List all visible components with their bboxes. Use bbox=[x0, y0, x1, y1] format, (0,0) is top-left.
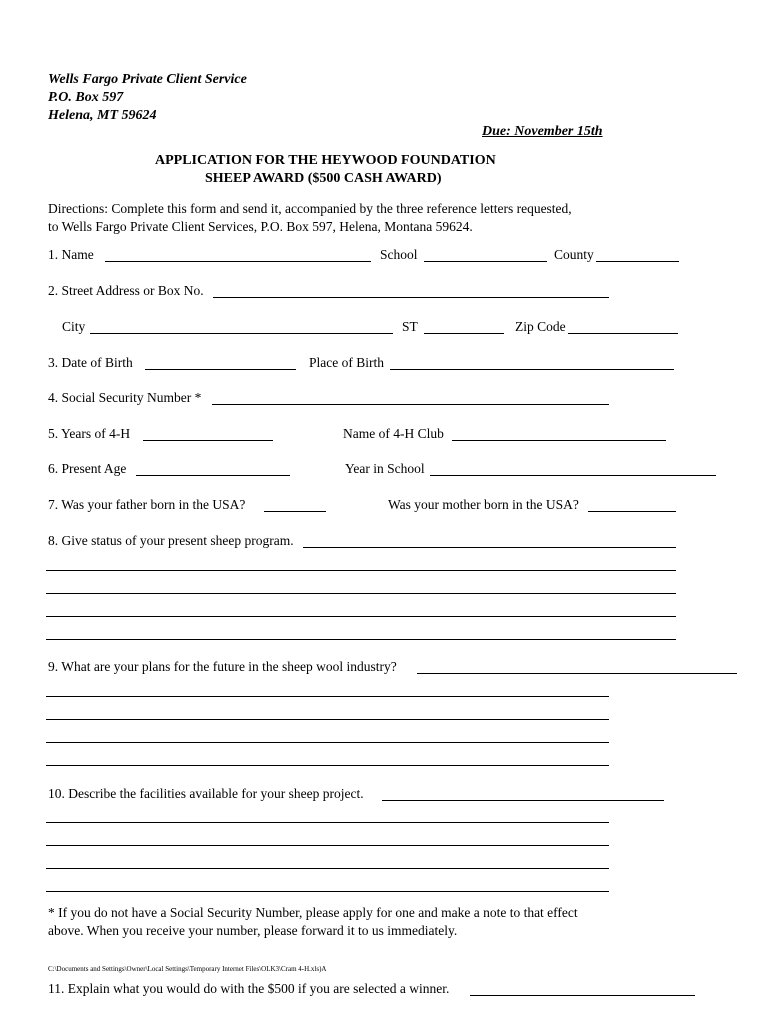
dob-label: 3. Date of Birth bbox=[48, 355, 133, 370]
directions-line1: Directions: Complete this form and send it, accompanied by the three reference letters requested, bbox=[48, 201, 572, 216]
q9-label: 9. What are your plans for the future in the sheep wool industry? bbox=[48, 659, 397, 674]
school-label: School bbox=[380, 247, 418, 262]
q10-answer-line[interactable] bbox=[46, 822, 609, 823]
county-label: County bbox=[554, 247, 594, 262]
q9-answer-line[interactable] bbox=[46, 742, 609, 743]
zip-input[interactable] bbox=[568, 319, 678, 334]
sender-po-box: P.O. Box 597 bbox=[48, 90, 124, 105]
age-input[interactable] bbox=[136, 461, 290, 476]
q8-answer-line[interactable] bbox=[46, 616, 676, 617]
city-input[interactable] bbox=[90, 319, 393, 334]
q10-label: 10. Describe the facilities available for your sheep project. bbox=[48, 786, 364, 801]
club-input[interactable] bbox=[452, 426, 666, 441]
years-4h-label: 5. Years of 4-H bbox=[48, 426, 131, 441]
footnote-line2: above. When you receive your number, please forward it to us immediately. bbox=[48, 923, 458, 938]
form-title-line1: APPLICATION FOR THE HEYWOOD FOUNDATION bbox=[155, 153, 496, 168]
file-path: C:\Documents and Settings\Owner\Local Settings\Temporary Internet Files\OLK3\Cram 4-H.xls)A bbox=[48, 965, 327, 973]
pob-input[interactable] bbox=[390, 355, 674, 370]
q10-answer-line[interactable] bbox=[46, 891, 609, 892]
q8-answer-line[interactable] bbox=[46, 570, 676, 571]
q9-answer-line[interactable] bbox=[46, 719, 609, 720]
q10-input[interactable] bbox=[382, 786, 664, 801]
q11-input[interactable] bbox=[470, 981, 695, 996]
q8-input[interactable] bbox=[303, 533, 676, 548]
q9-input[interactable] bbox=[417, 659, 737, 674]
due-date: Due: November 15th bbox=[482, 124, 603, 139]
age-label: 6. Present Age bbox=[48, 461, 127, 476]
ssn-input[interactable] bbox=[212, 390, 609, 405]
q11-label: 11. Explain what you would do with the $500 if you are selected a winner. bbox=[48, 981, 450, 996]
footnote-line1: * If you do not have a Social Security Number, please apply for one and make a note to that effect bbox=[48, 905, 578, 920]
q8-answer-line[interactable] bbox=[46, 593, 676, 594]
ssn-label: 4. Social Security Number * bbox=[48, 390, 202, 405]
q9-answer-line[interactable] bbox=[46, 696, 609, 697]
club-label: Name of 4-H Club bbox=[343, 426, 444, 441]
st-label: ST bbox=[402, 319, 418, 334]
father-input[interactable] bbox=[264, 497, 326, 512]
father-label: 7. Was your father born in the USA? bbox=[48, 497, 246, 512]
q8-label: 8. Give status of your present sheep program. bbox=[48, 533, 294, 548]
q10-answer-line[interactable] bbox=[46, 868, 609, 869]
form-title-line2: SHEEP AWARD ($500 CASH AWARD) bbox=[205, 171, 442, 186]
dob-input[interactable] bbox=[145, 355, 296, 370]
st-input[interactable] bbox=[424, 319, 504, 334]
q10-answer-line[interactable] bbox=[46, 845, 609, 846]
q8-answer-line[interactable] bbox=[46, 639, 676, 640]
name-input[interactable] bbox=[105, 247, 371, 262]
mother-input[interactable] bbox=[588, 497, 676, 512]
years-4h-input[interactable] bbox=[143, 426, 273, 441]
year-school-input[interactable] bbox=[430, 461, 716, 476]
directions-line2: to Wells Fargo Private Client Services, P.O. Box 597, Helena, Montana 59624. bbox=[48, 219, 473, 234]
city-label: City bbox=[62, 319, 86, 334]
county-input[interactable] bbox=[596, 247, 679, 262]
sender-name: Wells Fargo Private Client Service bbox=[48, 72, 247, 87]
mother-label: Was your mother born in the USA? bbox=[388, 497, 579, 512]
year-school-label: Year in School bbox=[345, 461, 425, 476]
pob-label: Place of Birth bbox=[309, 355, 384, 370]
street-label: 2. Street Address or Box No. bbox=[48, 283, 204, 298]
sender-city: Helena, MT 59624 bbox=[48, 108, 157, 123]
q9-answer-line[interactable] bbox=[46, 765, 609, 766]
name-label: 1. Name bbox=[48, 247, 94, 262]
zip-label: Zip Code bbox=[515, 319, 566, 334]
school-input[interactable] bbox=[424, 247, 547, 262]
street-input[interactable] bbox=[213, 283, 609, 298]
